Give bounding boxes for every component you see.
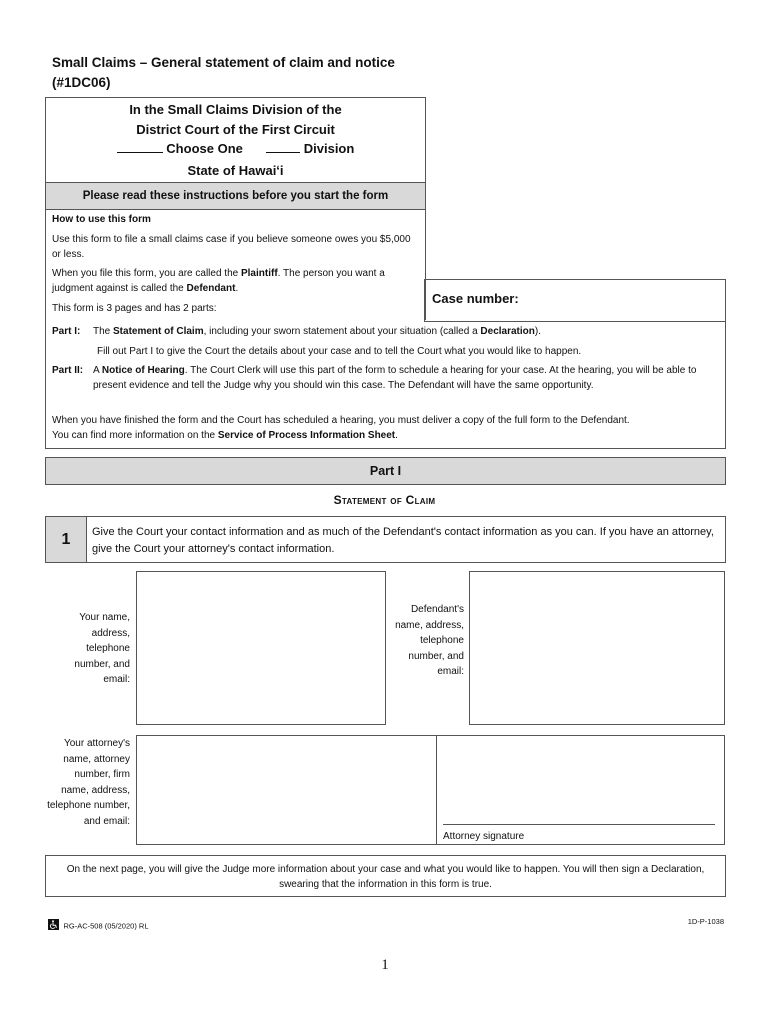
instructions-header: Please read these instructions before you start the form	[45, 182, 426, 210]
instructions-p4: When you have finished the form and the Court has scheduled a hearing, you must deliver a copy of the full form to the Defendant.	[52, 415, 630, 426]
part1-label: Part I:	[52, 326, 81, 337]
part2-label: Part II:	[52, 365, 84, 376]
form-title-line1: Small Claims – General statement of claim and notice	[52, 55, 395, 70]
next-page-note-text: On the next page, you will give the Judge more information about your case and what you would like to happen. You will then sign a Declaration, swearing that the information in this form is true.	[66, 864, 705, 890]
attorney-info-box	[136, 735, 725, 845]
division-blank[interactable]	[266, 142, 300, 153]
next-page-note	[45, 855, 726, 897]
circuit-blank[interactable]	[117, 142, 163, 153]
accessibility-icon	[48, 917, 59, 935]
instructions-p1: Use this form to file a small claims case if you believe someone owes you $5,000 or less.	[52, 234, 411, 260]
attorney-signature-line[interactable]	[443, 824, 715, 825]
court-line2: District Court of the First Circuit	[136, 122, 335, 137]
document-id: 1D-P-1038	[687, 917, 724, 926]
attorney-signature-label: Attorney signature	[443, 831, 525, 842]
your-info-label: Your name, address, telephone number, and email:	[74, 612, 130, 685]
instructions-p5: You can find more information on the Service of Process Information Sheet.	[52, 430, 398, 441]
defendant-info-label: Defendant's name, address, telephone number, and email:	[395, 604, 464, 677]
form-title	[52, 53, 432, 93]
part1-fill-out: Fill out Part I to give the Court the details about your case and to tell the Court what you would like to happen.	[97, 346, 582, 357]
your-info-field[interactable]	[136, 571, 386, 725]
section-1-text: Give the Court your contact information and as much of the Defendant's contact information as you can. If you have an attorney, give the Court your attorney's contact information.	[92, 526, 714, 555]
court-box	[45, 97, 426, 183]
defendant-info-field[interactable]	[469, 571, 725, 725]
statement-of-claim-heading: Statement of Claim	[333, 493, 436, 507]
part2-description: A Notice of Hearing. The Court Clerk will use this part of the form to schedule a hearing for your case. At the hearing, you will be able to present evidence and tell the Judge why you should win this case. The Defendant will have the same opportunity.	[93, 365, 697, 391]
form-title-line2: (#1DC06)	[52, 75, 111, 90]
instructions-lower	[45, 320, 726, 449]
section-1	[45, 516, 726, 563]
division-label: Division	[303, 141, 355, 156]
court-division-line	[46, 141, 425, 156]
instructions-p2: When you file this form, you are called the Plaintiff. The person you want a judgment against is called the Defendant.	[52, 268, 385, 294]
court-line1: In the Small Claims Division of the	[129, 102, 342, 117]
how-to-heading: How to use this form	[52, 214, 151, 225]
page-number: 1	[381, 957, 389, 973]
instructions-p3: This form is 3 pages and has 2 parts:	[52, 303, 217, 314]
case-number-label: Case number:	[432, 291, 519, 306]
part1-description: The Statement of Claim, including your sworn statement about your situation (called a Declaration).	[93, 326, 541, 337]
instructions-upper	[45, 208, 426, 320]
court-state: State of Hawaiʻi	[187, 163, 284, 178]
part1-header: Part I	[45, 457, 726, 485]
form-code: RG-AC-508 (05/2020) RL	[48, 917, 149, 935]
section-number: 1	[46, 517, 87, 562]
attorney-info-label: Your attorney's name, attorney number, firm name, address, telephone number, and email:	[47, 738, 130, 827]
attorney-info-field[interactable]	[137, 736, 437, 844]
case-number-box[interactable]	[424, 279, 726, 322]
choose-one-select[interactable]: Choose One	[166, 141, 243, 156]
